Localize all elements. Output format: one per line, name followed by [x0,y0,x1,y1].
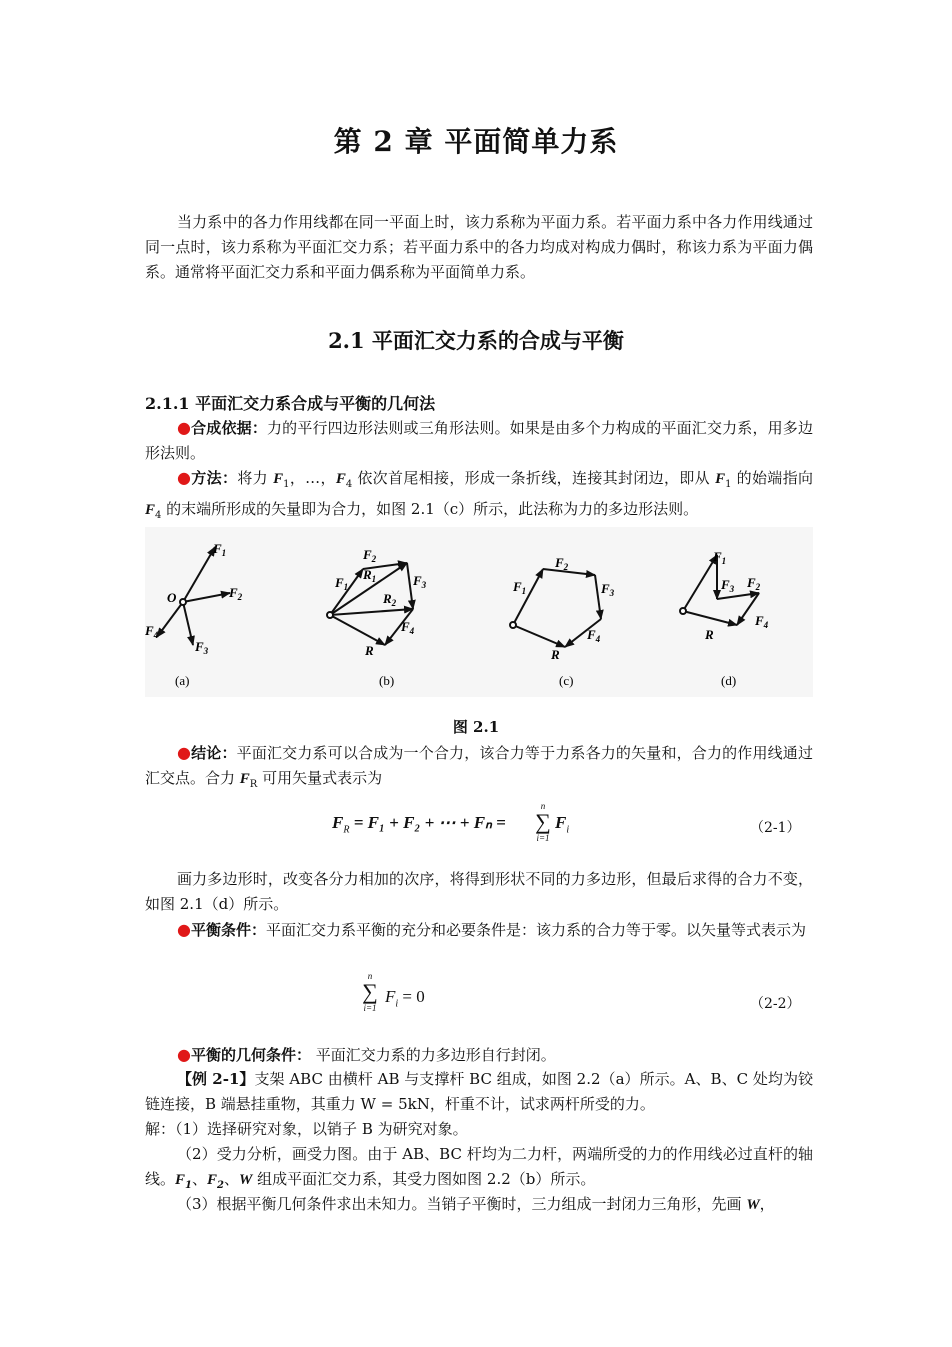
eq-subscript: R [343,824,350,836]
sum-upper: n [540,801,546,811]
label-r: R [705,627,714,642]
subfigure-label-a: (a) [175,673,190,688]
bullet-dot-icon: ● [177,743,192,762]
sum-sign: ∑ [535,809,551,834]
concurrency-point [680,608,686,614]
bullet-geometric-condition [145,1042,813,1068]
eq-symbol: F [385,987,396,1006]
label-f2: $F_2$ [229,585,243,602]
concurrency-point [510,622,516,628]
label-f1: $F_1$ [213,541,227,558]
bullet-dot-icon: ● [177,418,192,437]
label-f2: $F_2$ [363,547,377,564]
text-run: 平面汇交力系可以合成为一个合力，该合力等于力系各力的矢量和，合力的作用线通过汇交点。合力 [145,744,813,787]
label-f4: $F_4$ [755,613,769,630]
subsection-title: 2.1.1 平面汇交力系合成与平衡的几何法 [145,394,436,413]
label-o: O [167,590,177,605]
label-f1: $F_1$ [713,549,727,566]
section-title: 2.1 平面汇交力系的合成与平衡 [328,328,624,353]
label-f1: $F_1$ [335,575,349,592]
equation-number: （2-1） [750,820,801,836]
label-r: R [365,643,374,658]
force-symbol: F [207,1172,218,1188]
force-subscript: 1 [283,479,290,490]
text-run: 可用矢量式表示为 [257,769,383,787]
bullet-label: 平衡条件： [190,921,266,939]
label-f3: $F_3$ [195,639,209,656]
solution-step-3 [145,1192,813,1218]
label-f4: $F_4$ [587,627,601,644]
label-r1: $R_1$ [363,567,377,584]
bullet-text: 力的平行四边形法则或三角形法则。如果是由多个力构成的平面汇交力系，用多边形法则。 [145,419,813,462]
example-2-1 [145,1067,813,1117]
sum-lower: i=1 [536,833,550,843]
force-symbol: F [335,471,346,487]
concurrency-point [327,612,333,618]
bullet-dot-icon: ● [177,468,192,487]
subfigure-label-b: (b) [379,673,395,688]
label-f4: $F_4$ [145,623,159,640]
bullet-synthesis-basis [145,415,813,466]
bullet-conclusion [145,740,813,797]
solution-step-2 [145,1142,813,1198]
subfigure-label-d: (d) [721,673,737,688]
eq-subscript: i [395,998,399,1010]
bullet-label: 合成依据： [191,419,267,437]
force-symbol: F [145,502,156,518]
bullet-dot-icon: ● [177,1045,191,1064]
bullet-dot-icon: ● [177,920,191,939]
force-symbol: F [175,1172,186,1188]
force-subscript: R [249,779,258,790]
force-symbol: W [239,1172,253,1188]
text-run: 的末端所形成的矢量即为合力，如图 2.1（c）所示，此法称为力的多边形法则。 [161,500,699,518]
text-run: （2）受力分析，画受力图。由于 AB、BC 杆均为二力杆，两端所受的力的作用线必过直杆的轴线。 [145,1145,813,1188]
label-r2: $R_2$ [383,591,397,608]
solution-step-1: 解：（1）选择研究对象，以销子 B 为研究对象。 [145,1120,468,1138]
figure-2-1-force-polygons [145,527,813,697]
text-run: ，…， [289,469,336,487]
eq-rhs [555,813,569,835]
sum-lower: i=1 [363,1003,377,1013]
text-run: 支架 ABC 由横杆 AB 与支撑杆 BC 组成，如图 2.2（a）所示。A、B、C 处均为铰链连接，B 端悬挂重物，其重力 W = 5kN，杆重不计，试求两杆所受的力。 [145,1070,813,1113]
eq-subscript: i [566,824,570,836]
sum-upper: n [367,971,373,981]
eq-rhs [385,987,425,1009]
force-subscript: 2 [217,1180,224,1191]
equation-body [332,813,506,835]
concurrency-point [180,599,186,605]
text-run: 平面汇交力系的力多边形自行封闭。 [310,1046,556,1064]
text-run: （3）根据平衡几何条件求出未知力。当销子平衡时，三力组成一封闭力三角形，先画 [177,1195,747,1213]
label-f4: $F_4$ [401,619,415,636]
eq-sum [532,801,554,843]
bullet-label: 平衡的几何条件： [190,1046,311,1064]
eq-equals: = 0 [398,987,425,1006]
text-run: ， [759,1195,775,1213]
label-f3: $F_3$ [413,573,427,590]
force-symbol: F [273,471,284,487]
sum-sign: ∑ [362,979,378,1004]
text-run: 、 [192,1170,208,1188]
force-subscript: 1 [185,1180,192,1191]
intro-paragraph: 当力系中的各力作用线都在同一平面上时，该力系称为平面力系。若平面力系中各力作用线通过同一点时，该力系称为平面汇交力系；若平面力系中的各力均成对构成力偶时，称该力系为平面力偶系。通常将平面汇交力系和平面力偶系称为平面简单力系。 [145,213,813,281]
text-run: 组成平面汇交力系，其受力图如图 2.2（b）所示。 [252,1170,596,1188]
force-symbol: F [239,771,250,787]
chapter-title: 第 2 章 平面简单力系 [333,125,619,158]
force-subscript: 4 [345,479,353,490]
eq-symbol: F [332,813,344,832]
bullet-label: 结论： [191,744,237,762]
text-run: 将力 [237,469,274,487]
text-run: 的始端指向 [731,469,813,487]
eq-symbol: F [555,813,567,832]
example-label: 【例 2-1】 [177,1070,255,1088]
label-r: R [551,647,560,662]
force-subscript: 4 [155,510,162,521]
force-symbol: W [746,1197,760,1213]
bullet-label: 方法： [191,469,238,487]
subfigure-label-c: (c) [559,673,574,688]
paragraph-after-eq1: 画力多边形时，改变各分力相加的次序，将得到形状不同的力多边形，但最后求得的合力不变，如图 2.1（d）所示。 [145,870,813,913]
bullet-method [145,465,813,528]
figure-caption: 图 2.1 [452,718,500,736]
force-symbol: F [715,471,726,487]
eq-sum [358,971,382,1013]
equation-number: （2-2） [750,996,801,1012]
label-f1: $F_1$ [513,579,527,596]
text-run: 平面汇交力系平衡的充分和必要条件是：该力系的合力等于零。以矢量等式表示为 [265,921,806,939]
bullet-equilibrium-condition [145,917,813,943]
label-f2: $F_2$ [555,555,569,572]
label-f3: $F_3$ [721,577,735,594]
label-f3: $F_3$ [601,581,615,598]
eq-middle: = F₁ + F₂ + ⋯ + Fₙ = [349,813,506,832]
label-f2: $F_2$ [747,575,761,592]
force-subscript: 1 [725,479,732,490]
text-run: 依次首尾相接，形成一条折线，连接其封闭边，即从 [352,469,716,487]
text-run: 、 [224,1170,240,1188]
